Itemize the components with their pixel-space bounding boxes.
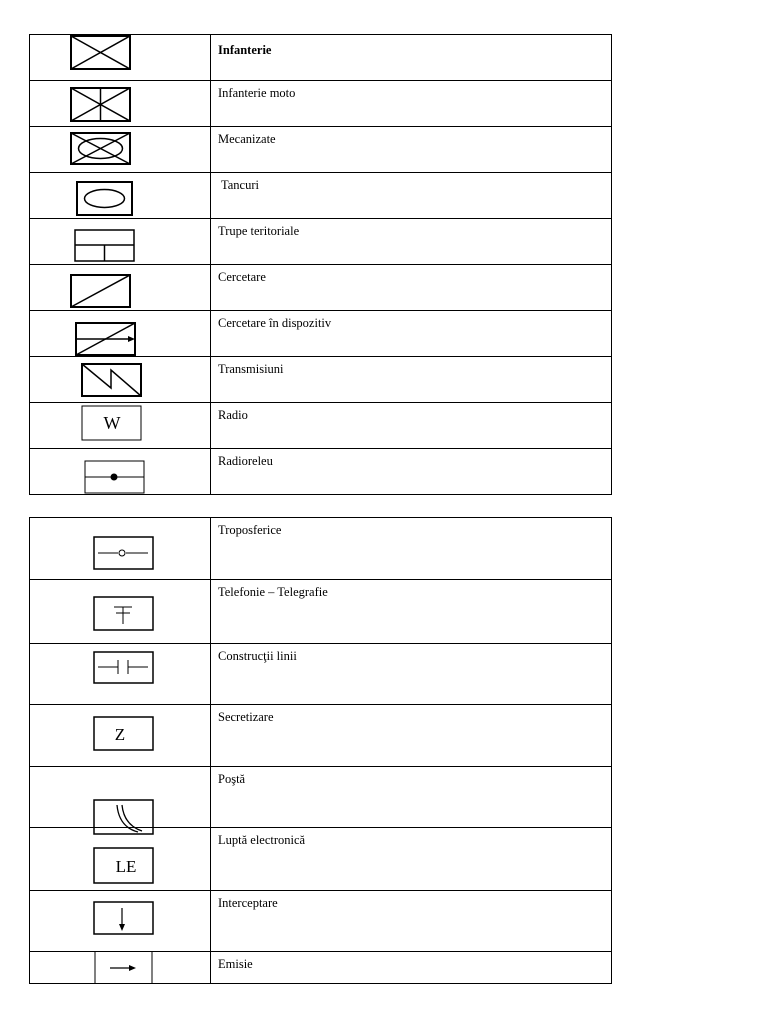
symbol-cell xyxy=(30,357,211,403)
table-row xyxy=(30,449,612,495)
radio-relay-symbol-icon xyxy=(30,449,210,495)
symbol-cell xyxy=(30,219,211,265)
table-row xyxy=(30,357,612,403)
table-row xyxy=(30,705,612,767)
symbol-cell xyxy=(30,891,211,952)
symbol-cell xyxy=(30,265,211,311)
symbols-table-2 xyxy=(29,517,612,984)
motorized-infantry-symbol-icon xyxy=(30,81,210,127)
table-row xyxy=(30,767,612,828)
deployed-reconnaissance-symbol-icon xyxy=(30,311,210,357)
interception-symbol-icon xyxy=(30,891,210,952)
label-cell: Infanterie xyxy=(211,35,612,81)
symbol-cell xyxy=(30,127,211,173)
symbol-cell xyxy=(30,449,211,495)
table-row xyxy=(30,35,612,81)
table-row xyxy=(30,828,612,891)
label-cell: Troposferice xyxy=(211,518,612,580)
label-cell: Trupe teritoriale xyxy=(211,219,612,265)
symbol-cell xyxy=(30,580,211,644)
symbol-cell xyxy=(30,173,211,219)
table-row xyxy=(30,173,612,219)
label-cell: Radio xyxy=(211,403,612,449)
emission-symbol-icon xyxy=(30,952,210,984)
table-row xyxy=(30,952,612,984)
symbol-cell xyxy=(30,35,211,81)
table-row xyxy=(30,265,612,311)
tanks-symbol-icon xyxy=(30,173,210,219)
electronic-warfare-symbol-text: LE xyxy=(115,857,137,876)
label-cell: Emisie xyxy=(211,952,612,984)
symbol-cell xyxy=(30,644,211,705)
table-row xyxy=(30,219,612,265)
mechanized-symbol-icon xyxy=(30,127,210,173)
symbols-table-1 xyxy=(29,34,612,495)
table-row xyxy=(30,518,612,580)
table-row xyxy=(30,891,612,952)
label-cell: Interceptare xyxy=(211,891,612,952)
radio-symbol-text: W xyxy=(103,413,121,433)
signals-symbol-icon xyxy=(30,357,210,403)
symbol-cell xyxy=(30,828,211,891)
table-row xyxy=(30,311,612,357)
symbol-cell xyxy=(30,403,211,449)
label-cell: Transmisiuni xyxy=(211,357,612,403)
label-cell: Cercetare în dispozitiv xyxy=(211,311,612,357)
reconnaissance-symbol-icon xyxy=(30,265,210,311)
electronic-warfare-symbol-icon xyxy=(30,828,210,891)
line-construction-symbol-icon xyxy=(30,644,210,705)
symbol-cell xyxy=(30,81,211,127)
postal-symbol-icon xyxy=(30,767,210,828)
label-cell: Telefonie – Telegrafie xyxy=(211,580,612,644)
encryption-symbol-icon xyxy=(30,705,210,767)
label-cell: Construcţii linii xyxy=(211,644,612,705)
label-cell: Radioreleu xyxy=(211,449,612,495)
label-cell: Infanterie moto xyxy=(211,81,612,127)
table-row xyxy=(30,127,612,173)
table-row xyxy=(30,81,612,127)
radio-symbol-icon xyxy=(30,403,210,449)
label-cell: Luptă electronică xyxy=(211,828,612,891)
label-cell: Cercetare xyxy=(211,265,612,311)
territorial-troops-symbol-icon xyxy=(30,219,210,265)
table-row xyxy=(30,580,612,644)
label-cell: Secretizare xyxy=(211,705,612,767)
table-row xyxy=(30,644,612,705)
table-row xyxy=(30,403,612,449)
label-cell: Poştă xyxy=(211,767,612,828)
telephony-telegraphy-symbol-icon xyxy=(30,580,210,644)
symbol-cell xyxy=(30,705,211,767)
encryption-symbol-text: Z xyxy=(114,725,126,744)
symbol-cell xyxy=(30,311,211,357)
tropospheric-symbol-icon xyxy=(30,518,210,580)
label-cell: Tancuri xyxy=(211,173,612,219)
symbol-cell xyxy=(30,767,211,828)
symbol-cell xyxy=(30,952,211,984)
infantry-symbol-icon xyxy=(30,35,210,81)
symbol-cell xyxy=(30,518,211,580)
label-cell: Mecanizate xyxy=(211,127,612,173)
